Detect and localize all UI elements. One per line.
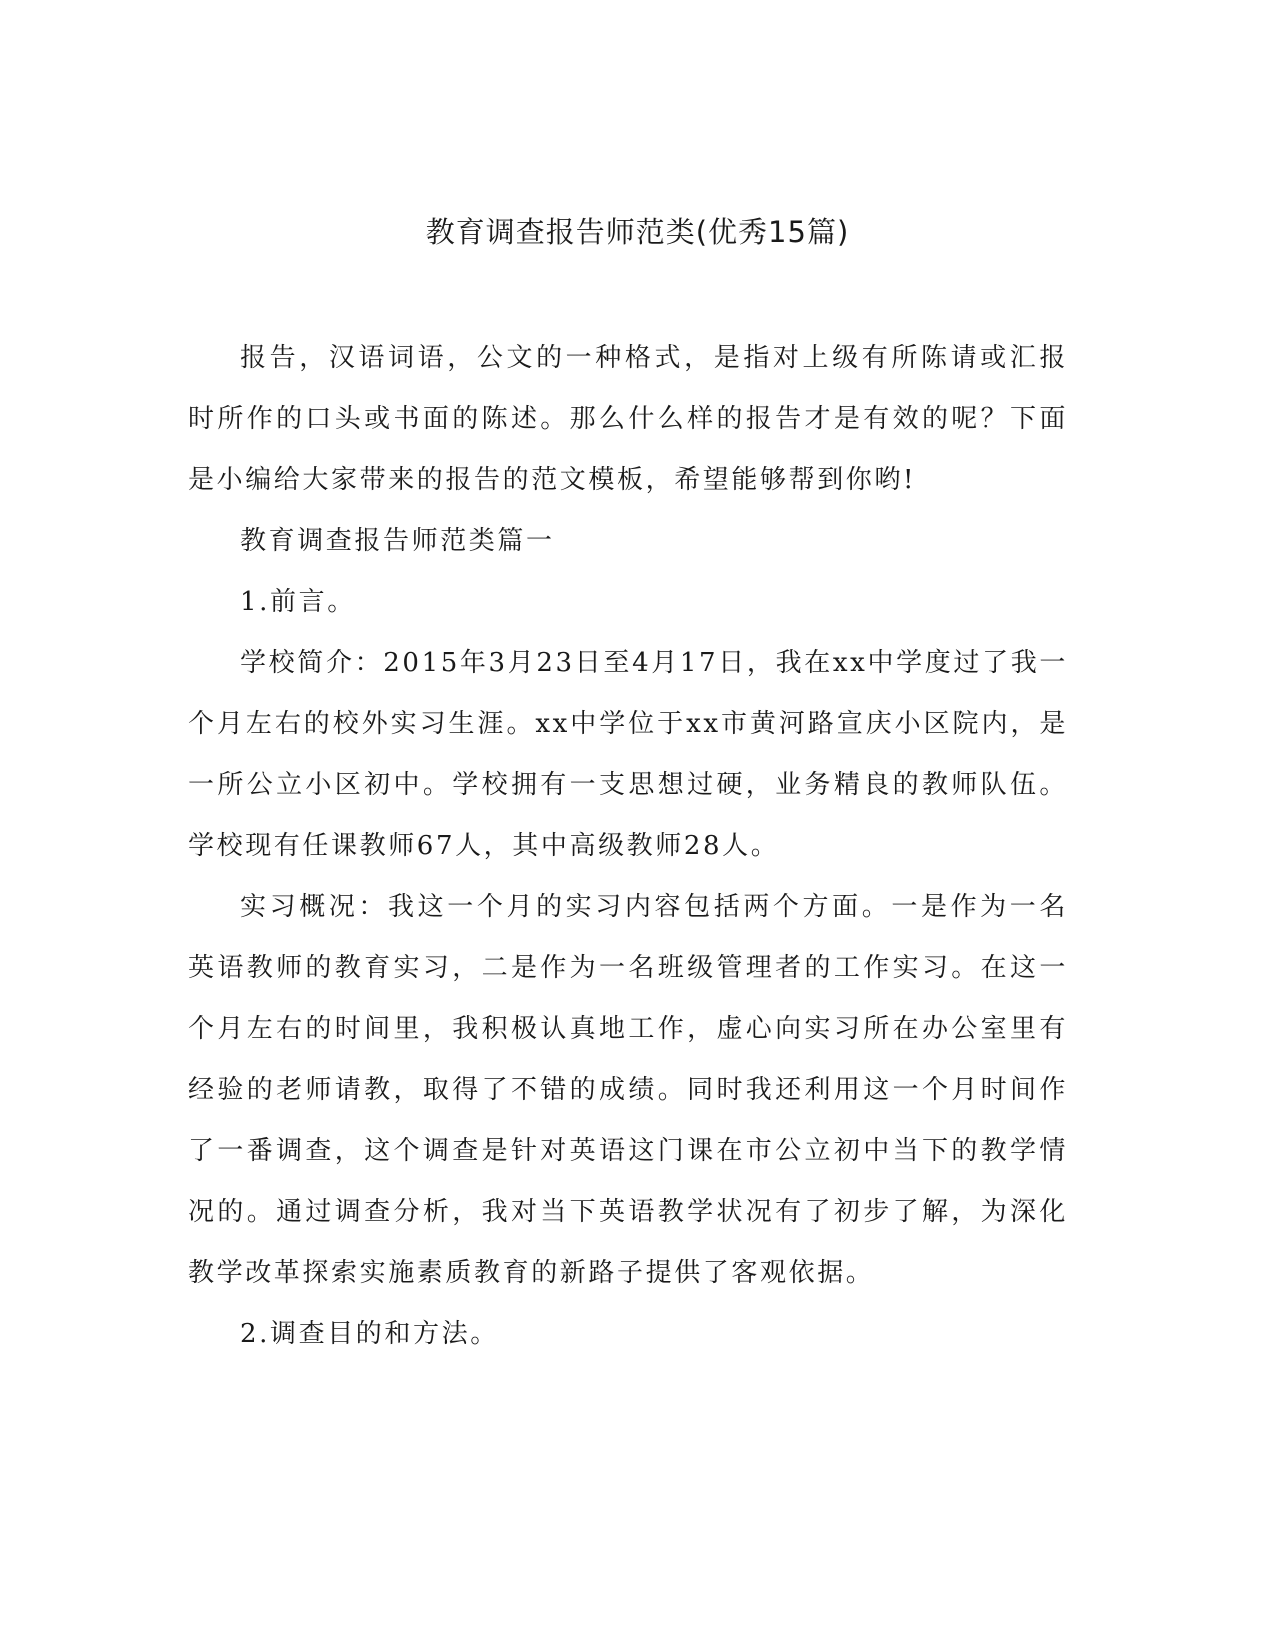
document-title: 教育调查报告师范类(优秀15篇) — [425, 215, 850, 249]
section-heading: 教育调查报告师范类篇一 — [240, 526, 555, 556]
document-body — [188, 328, 1068, 1365]
intro-paragraph: 报告，汉语词语，公文的一种格式，是指对上级有所陈请或汇报时所作的口头或书面的陈述。那么什么样的报告才是有效的呢？下面是小编给大家带来的报告的范文模板，希望能够帮到你哟! — [188, 343, 1068, 495]
subsection-heading: 2.调查目的和方法。 — [240, 1319, 499, 1349]
body-paragraph: 实习概况：我这一个月的实习内容包括两个方面。一是作为一名英语教师的教育实习，二是作为一名班级管理者的工作实习。在这一个月左右的时间里，我积极认真地工作，虚心向实习所在办公室里有经验的老师请教，取得了不错的成绩。同时我还利用这一个月时间作了一番调查，这个调查是针对英语这门课在市公立初中当下的教学情况的。通过调查分析，我对当下英语教学状况有了初步了解，为深化教学改革探索实施素质教育的新路子提供了客观依据。 — [188, 892, 1068, 1288]
subsection-heading: 1.前言。 — [240, 587, 356, 617]
body-paragraph: 学校简介：2015年3月23日至4月17日，我在xx中学度过了我一个月左右的校外实习生涯。xx中学位于xx市黄河路宣庆小区院内，是一所公立小区初中。学校拥有一支思想过硬，业务精良的教师队伍。学校现有任课教师67人，其中高级教师28人。 — [188, 648, 1068, 861]
